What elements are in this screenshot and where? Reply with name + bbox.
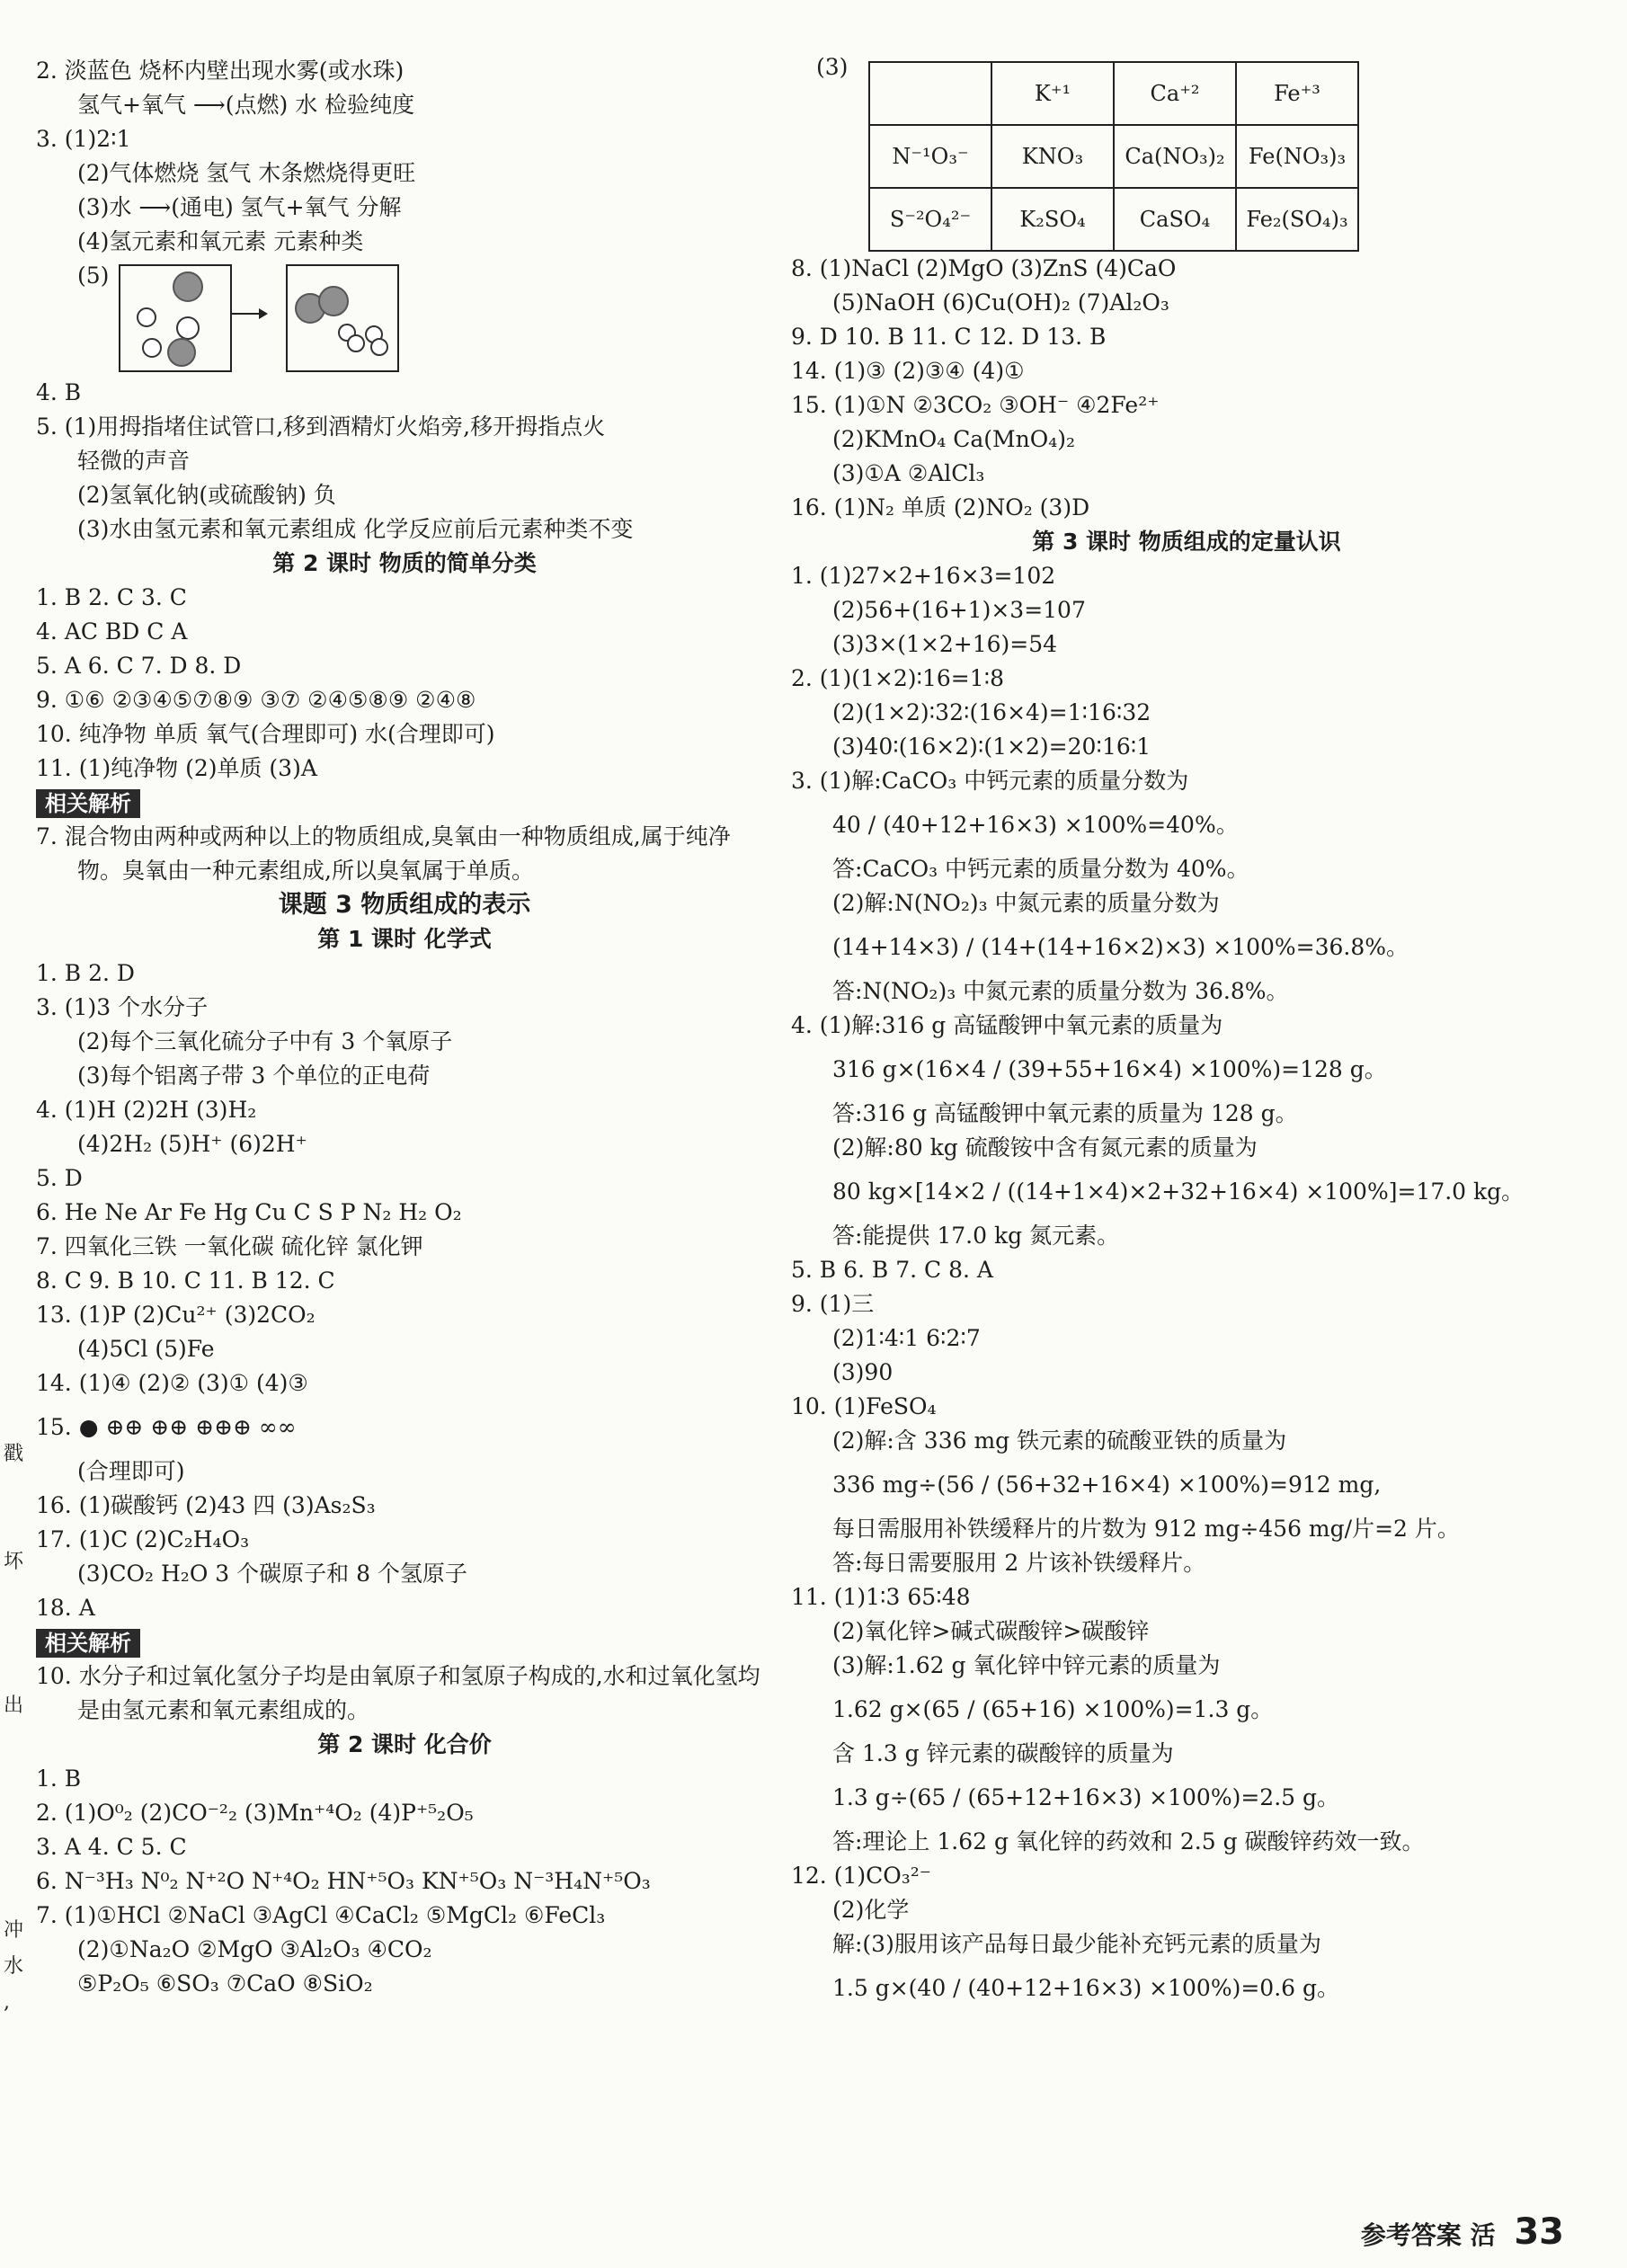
answer-line: 1. B <box>36 1765 82 1792</box>
answer-line: (3)水由氢元素和氧元素组成 化学反应前后元素种类不变 <box>77 516 634 542</box>
answer-line: (3)①A ②AlCl₃ <box>832 460 985 486</box>
answer-line: 1. (1)27×2+16×3=102 <box>791 563 1056 589</box>
answer-line: (2)氧化锌>碱式碳酸锌>碳酸锌 <box>832 1618 1150 1644</box>
answer-line: 1. B 2. C 3. C <box>36 584 187 610</box>
ion-table-header: Ca⁺² <box>1114 62 1236 125</box>
answer-line: 10. (1)FeSO₄ <box>791 1393 937 1419</box>
oxygen-atom-icon <box>173 271 203 302</box>
ion-table-cell: N⁻¹O₃⁻ <box>869 125 991 188</box>
answer-line: 氢气+氧气 ⟶(点燃) 水 检验纯度 <box>77 92 415 118</box>
answer-line: 3. (1)解:CaCO₃ 中钙元素的质量分数为 <box>791 768 1189 794</box>
answer-line: 336 mg÷(56 / (56+32+16×4) ×100%)=912 mg, <box>832 1472 1382 1498</box>
molecule-diagram <box>36 259 773 376</box>
answer-line: 3. A 4. C 5. C <box>36 1834 187 1860</box>
analysis-text: 7. 混合物由两种或两种以上的物质组成,臭氧由一种物质组成,属于纯净物。臭氧由一种元素组成,所以臭氧属于单质。 <box>36 823 731 884</box>
page-footer <box>1361 2211 1564 2253</box>
margin-note: 水 <box>4 1955 24 1978</box>
hydrogen-molecule-icon <box>370 338 388 356</box>
answer-line: (2)解:80 kg 硫酸铵中含有氮元素的质量为 <box>832 1134 1258 1161</box>
answer-line: 316 g×(16×4 / (39+55+16×4) ×100%)=128 g。 <box>832 1056 1387 1082</box>
answer-line: 40 / (40+12+16×3) ×100%=40%。 <box>832 812 1239 838</box>
answer-line: ⑤P₂O₅ ⑥SO₃ ⑦CaO ⑧SiO₂ <box>77 1970 373 1997</box>
hydrogen-molecule-icon <box>347 334 365 352</box>
section-heading: 课题 3 物质组成的表示 <box>278 891 531 919</box>
ion-table-cell: Fe(NO₃)₃ <box>1236 125 1358 188</box>
page-number: 33 <box>1514 2211 1564 2253</box>
answer-line: 轻微的声音 <box>77 448 191 474</box>
answer-line: 6. He Ne Ar Fe Hg Cu C S P N₂ H₂ O₂ <box>36 1199 462 1225</box>
reactant-box <box>119 264 232 372</box>
section-heading: 第 3 课时 物质组成的定量认识 <box>1032 529 1341 555</box>
answer-line: 3. (1)3 个水分子 <box>36 994 209 1020</box>
answer-line: 16. (1)碳酸钙 (2)43 四 (3)As₂S₃ <box>36 1492 376 1518</box>
left-column <box>36 54 773 2001</box>
answer-line: 12. (1)CO₃²⁻ <box>791 1863 931 1889</box>
answer-line: 2. (1)(1×2)∶16=1∶8 <box>791 665 1005 691</box>
ion-table-cell: Ca(NO₃)₂ <box>1114 125 1236 188</box>
analysis-tag-row <box>36 1625 773 1659</box>
answer-line: (2)(1×2)∶32∶(16×4)=1∶16∶32 <box>832 699 1151 725</box>
answer-line: 4. (1)解:316 g 高锰酸钾中氧元素的质量为 <box>791 1012 1223 1038</box>
answer-line: 3. (1)2∶1 <box>36 126 131 152</box>
answer-line: (2)KMnO₄ Ca(MnO₄)₂ <box>832 426 1076 452</box>
answer-line: 答:理论上 1.62 g 氧化锌的药效和 2.5 g 碳酸锌药效一致。 <box>832 1828 1425 1854</box>
analysis-tag-row <box>36 786 773 820</box>
ion-table-cell: Fe₂(SO₄)₃ <box>1236 188 1358 251</box>
answer-line: 1.5 g×(40 / (40+12+16×3) ×100%)=0.6 g。 <box>832 1975 1340 2001</box>
ion-table-cell: K₂SO₄ <box>991 188 1114 251</box>
answer-line: 16. (1)N₂ 单质 (2)NO₂ (3)D <box>791 494 1090 520</box>
answer-line: 答:CaCO₃ 中钙元素的质量分数为 40%。 <box>832 856 1249 882</box>
section-heading: 第 1 课时 化学式 <box>317 926 492 952</box>
ion-table <box>868 61 1359 252</box>
answer-line: 1.62 g×(65 / (65+16) ×100%)=1.3 g。 <box>832 1696 1274 1722</box>
answer-line: 6. N⁻³H₃ N⁰₂ N⁺²O N⁺⁴O₂ HN⁺⁵O₃ KN⁺⁵O₃ N⁻³H₄N⁺⁵O₃ <box>36 1868 651 1894</box>
answer-line: 2. (1)O⁰₂ (2)CO⁻²₂ (3)Mn⁺⁴O₂ (4)P⁺⁵₂O₅ <box>36 1800 474 1826</box>
answer-line: (3)90 <box>832 1359 894 1385</box>
answer-line: (2)解:含 336 mg 铁元素的硫酸亚铁的质量为 <box>832 1428 1287 1454</box>
ion-table-label: (3) <box>816 54 849 80</box>
answer-line: (4)5Cl (5)Fe <box>77 1336 215 1362</box>
oxygen-atom-icon <box>167 338 196 367</box>
answer-line: (2)①Na₂O ②MgO ③Al₂O₃ ④CO₂ <box>77 1936 432 1962</box>
margin-note: 冲 <box>4 1919 24 1942</box>
answer-line: 7. (1)①HCl ②NaCl ③AgCl ④CaCl₂ ⑤MgCl₂ ⑥FeCl₃ <box>36 1902 606 1928</box>
ion-table-cell: CaSO₄ <box>1114 188 1236 251</box>
answer-line: 80 kg×[14×2 / ((14+1×4)×2+32+16×4) ×100%]=17.0 kg。 <box>832 1178 1525 1205</box>
answer-line: 5. B 6. B 7. C 8. A <box>791 1257 993 1283</box>
answer-line: 15. (1)①N ②3CO₂ ③OH⁻ ④2Fe²⁺ <box>791 392 1160 418</box>
product-box <box>286 264 399 372</box>
ion-table-block <box>791 54 1582 252</box>
answer-line: 15. ● ⊕⊕ ⊕⊕ ⊕⊕⊕ ∞∞ <box>36 1414 297 1440</box>
margin-note: 坏 <box>4 1551 24 1573</box>
answer-line: (2)气体燃烧 氢气 木条燃烧得更旺 <box>77 160 416 186</box>
answer-line: (2)56+(16+1)×3=107 <box>832 597 1086 623</box>
margin-note: , <box>4 1991 10 2014</box>
ion-table-header: K⁺¹ <box>991 62 1114 125</box>
ion-table-cell: KNO₃ <box>991 125 1114 188</box>
answer-line: 答:316 g 高锰酸钾中氧元素的质量为 128 g。 <box>832 1100 1298 1126</box>
answer-line: (3)CO₂ H₂O 3 个碳原子和 8 个氢原子 <box>77 1561 467 1587</box>
analysis-tag: 相关解析 <box>36 789 140 818</box>
answer-line: 5. (1)用拇指堵住试管口,移到酒精灯火焰旁,移开拇指点火 <box>36 414 606 440</box>
answer-line: (3)水 ⟶(通电) 氢气+氧气 分解 <box>77 194 402 220</box>
answer-line: 9. ①⑥ ②③④⑤⑦⑧⑨ ③⑦ ②④⑤⑧⑨ ②④⑧ <box>36 687 476 713</box>
answer-line: 10. 纯净物 单质 氧气(合理即可) 水(合理即可) <box>36 721 495 747</box>
answer-line: 1.3 g÷(65 / (65+12+16×3) ×100%)=2.5 g。 <box>832 1784 1340 1810</box>
margin-note: 出 <box>4 1694 24 1717</box>
answer-line: 13. (1)P (2)Cu²⁺ (3)2CO₂ <box>36 1302 316 1328</box>
section-heading: 第 2 课时 物质的简单分类 <box>272 550 537 576</box>
answer-line: 5. D <box>36 1165 83 1191</box>
answer-line: 14. (1)④ (2)② (3)① (4)③ <box>36 1370 308 1396</box>
answer-line: (2)1∶4∶1 6∶2∶7 <box>832 1325 981 1351</box>
margin-note: 戳 <box>4 1443 24 1465</box>
answer-line: 11. (1)1∶3 65∶48 <box>791 1584 971 1610</box>
answer-line: (5)NaOH (6)Cu(OH)₂ (7)Al₂O₃ <box>832 289 1169 316</box>
answer-line: 8. C 9. B 10. C 11. B 12. C <box>36 1267 335 1294</box>
answer-line: 2. 淡蓝色 烧杯内壁出现水雾(或水珠) <box>36 58 405 84</box>
answer-line: 18. A <box>36 1595 95 1621</box>
answer-line: (3)解:1.62 g 氧化锌中锌元素的质量为 <box>832 1652 1221 1678</box>
analysis-text: 10. 水分子和过氧化氢分子均是由氧原子和氢原子构成的,水和过氧化氢均是由氢元素和氧元素组成的。 <box>36 1663 760 1723</box>
oxygen-molecule-icon <box>318 286 349 316</box>
answer-line: (14+14×3) / (14+(14+16×2)×3) ×100%=36.8%。 <box>832 934 1409 960</box>
ion-table-header <box>869 62 991 125</box>
answer-line: (3)40∶(16×2)∶(1×2)=20∶16∶1 <box>832 734 1151 760</box>
answer-line: 每日需服用补铁缓释片的片数为 912 mg÷456 mg/片=2 片。 <box>832 1516 1460 1542</box>
answer-line: 9. (1)三 <box>791 1291 875 1317</box>
right-column <box>791 54 1582 2015</box>
answer-line: 11. (1)纯净物 (2)单质 (3)A <box>36 755 317 781</box>
section-heading: 第 2 课时 化合价 <box>317 1731 492 1757</box>
answer-line: 8. (1)NaCl (2)MgO (3)ZnS (4)CaO <box>791 255 1177 281</box>
ion-table-header: Fe⁺³ <box>1236 62 1358 125</box>
answer-line: (4)氢元素和氧元素 元素种类 <box>77 228 364 254</box>
hydrogen-atom-icon <box>176 316 200 340</box>
answer-line: 答:能提供 17.0 kg 氮元素。 <box>832 1223 1120 1249</box>
hydrogen-atom-icon <box>137 307 156 327</box>
answer-line: 7. 四氧化三铁 一氧化碳 硫化锌 氯化钾 <box>36 1233 423 1259</box>
answer-line: 4. (1)H (2)2H (3)H₂ <box>36 1097 257 1123</box>
answer-line: 4. AC BD C A <box>36 618 188 645</box>
reaction-arrow-icon <box>230 313 266 315</box>
answer-line: (2)化学 <box>832 1897 910 1923</box>
answer-line: 含 1.3 g 锌元素的碳酸锌的质量为 <box>832 1740 1174 1766</box>
answer-line: (2)每个三氧化硫分子中有 3 个氧原子 <box>77 1028 453 1054</box>
answer-line: (2)解:N(NO₂)₃ 中氮元素的质量分数为 <box>832 890 1220 916</box>
answer-line: 答:N(NO₂)₃ 中氮元素的质量分数为 36.8%。 <box>832 978 1289 1004</box>
ion-table-cell: S⁻²O₄²⁻ <box>869 188 991 251</box>
answer-line: 答:每日需要服用 2 片该补铁缓释片。 <box>832 1550 1206 1576</box>
diagram-label: (5) <box>77 262 110 289</box>
answer-line: 4. B <box>36 379 82 405</box>
answer-line: (4)2H₂ (5)H⁺ (6)2H⁺ <box>77 1131 307 1157</box>
answer-line: 1. B 2. D <box>36 960 135 986</box>
answer-line: (2)氢氧化钠(或硫酸钠) 负 <box>77 482 336 508</box>
analysis-tag: 相关解析 <box>36 1629 140 1658</box>
answer-line: (3)3×(1×2+16)=54 <box>832 631 1058 657</box>
answer-line: 14. (1)③ (2)③④ (4)① <box>791 358 1025 384</box>
answer-line: 9. D 10. B 11. C 12. D 13. B <box>791 324 1107 350</box>
hydrogen-atom-icon <box>142 338 162 358</box>
answer-line: 解:(3)服用该产品每日最少能补充钙元素的质量为 <box>832 1931 1321 1957</box>
answer-line: 5. A 6. C 7. D 8. D <box>36 653 242 679</box>
answer-line: (合理即可) <box>77 1458 185 1484</box>
answer-line: 17. (1)C (2)C₂H₄O₃ <box>36 1526 250 1552</box>
footer-label: 参考答案 活 <box>1360 2220 1496 2250</box>
answer-line: (3)每个铝离子带 3 个单位的正电荷 <box>77 1063 431 1089</box>
